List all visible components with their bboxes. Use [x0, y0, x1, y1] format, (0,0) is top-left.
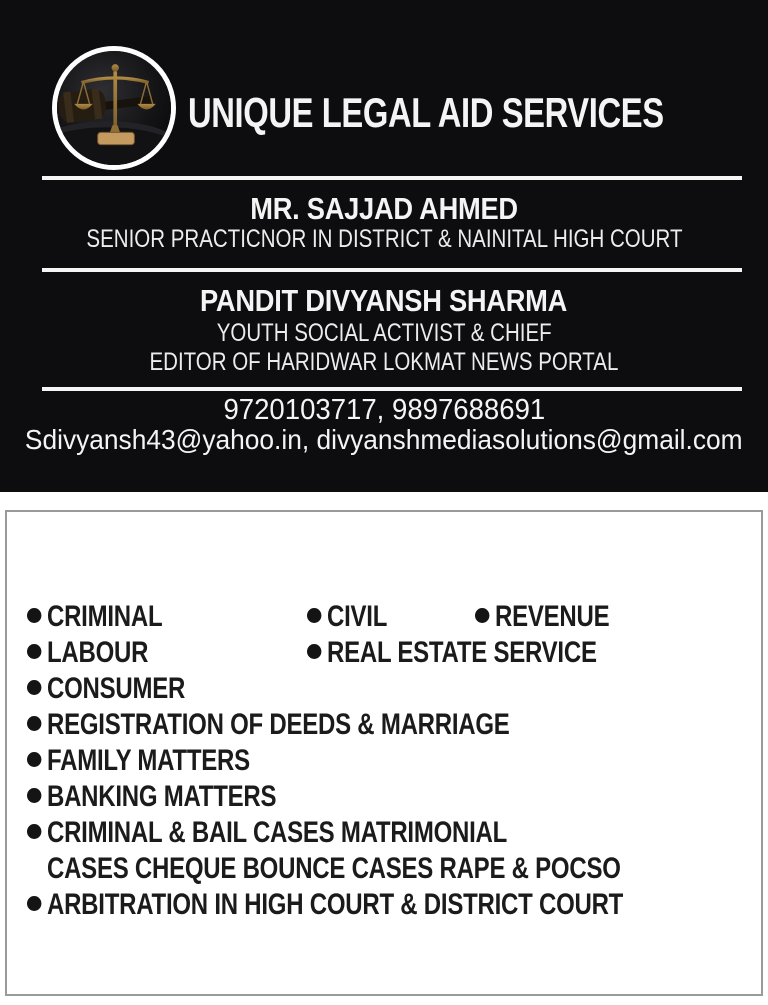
back-card: [5, 510, 763, 996]
bullet-icon: [475, 608, 489, 623]
bullet-icon: [27, 716, 41, 731]
person2-role-line1: YOUTH SOCIAL ACTIVIST & CHIEF: [216, 319, 552, 347]
bullet-icon: [27, 644, 41, 659]
divider: [42, 268, 742, 272]
service-item: [307, 599, 475, 635]
service-item: [27, 743, 250, 779]
service-label: CRIMINAL: [47, 600, 163, 633]
service-row: [27, 815, 747, 851]
bullet-icon: [27, 788, 41, 803]
service-label: CONSUMER: [47, 672, 186, 705]
service-item: [27, 635, 307, 671]
phone-numbers: 9720103717, 9897688691: [223, 394, 545, 426]
person2-name: PANDIT DIVYANSH SHARMA: [200, 283, 568, 318]
bullet-icon: [307, 608, 321, 623]
service-item: [27, 671, 185, 707]
brand-title: [188, 90, 766, 136]
service-label: CIVIL: [327, 600, 388, 633]
service-row: [27, 743, 747, 779]
person1-role: SENIOR PRACTICNOR IN DISTRICT & NAINITAL HIGH COURT: [85, 225, 683, 253]
service-item: [27, 815, 507, 851]
bullet-icon: [27, 824, 41, 839]
service-row-continuation: [27, 851, 747, 887]
service-label: REGISTRATION OF DEEDS & MARRIAGE: [47, 708, 510, 741]
service-item: [27, 599, 307, 635]
divider: [42, 387, 742, 391]
person2-role-line2: EDITOR OF HARIDWAR LOKMAT NEWS PORTAL: [149, 348, 619, 376]
service-item: [27, 779, 276, 815]
service-label: CRIMINAL & BAIL CASES MATRIMONIAL: [47, 816, 508, 849]
service-item: [27, 707, 510, 743]
service-item: [475, 599, 609, 635]
service-label: CASES CHEQUE BOUNCE CASES RAPE & POCSO: [47, 852, 621, 885]
bullet-icon: [307, 644, 321, 659]
service-row: [27, 887, 747, 923]
email-addresses: Sdivyansh43@yahoo.in, divyanshmediasolutions@gmail.com: [25, 424, 743, 455]
scales-and-gavel-icon: [57, 51, 171, 165]
brand-logo: [52, 46, 176, 170]
service-label: FAMILY MATTERS: [47, 744, 250, 777]
service-item: [307, 635, 597, 671]
bullet-icon: [27, 752, 41, 767]
service-item: [27, 887, 623, 923]
bullet-icon: [27, 680, 41, 695]
service-label: ARBITRATION IN HIGH COURT & DISTRICT COURT: [47, 888, 624, 921]
service-label: REAL ESTATE SERVICE: [327, 636, 597, 669]
front-card: [0, 0, 768, 492]
person1-name: MR. SAJJAD AHMED: [250, 191, 518, 226]
services-list: [27, 599, 768, 923]
service-row: [27, 635, 747, 671]
bullet-icon: [27, 608, 41, 623]
divider: [42, 176, 742, 180]
service-label: BANKING MATTERS: [47, 780, 277, 813]
service-row: [27, 707, 747, 743]
brand-title-text: UNIQUE LEGAL AID SERVICES: [188, 89, 664, 136]
service-row: [27, 779, 747, 815]
bullet-icon: [27, 896, 41, 911]
service-label: REVENUE: [495, 600, 610, 633]
service-row: [27, 671, 747, 707]
service-item: [47, 851, 621, 887]
service-label: LABOUR: [47, 636, 149, 669]
service-row: [27, 599, 747, 635]
